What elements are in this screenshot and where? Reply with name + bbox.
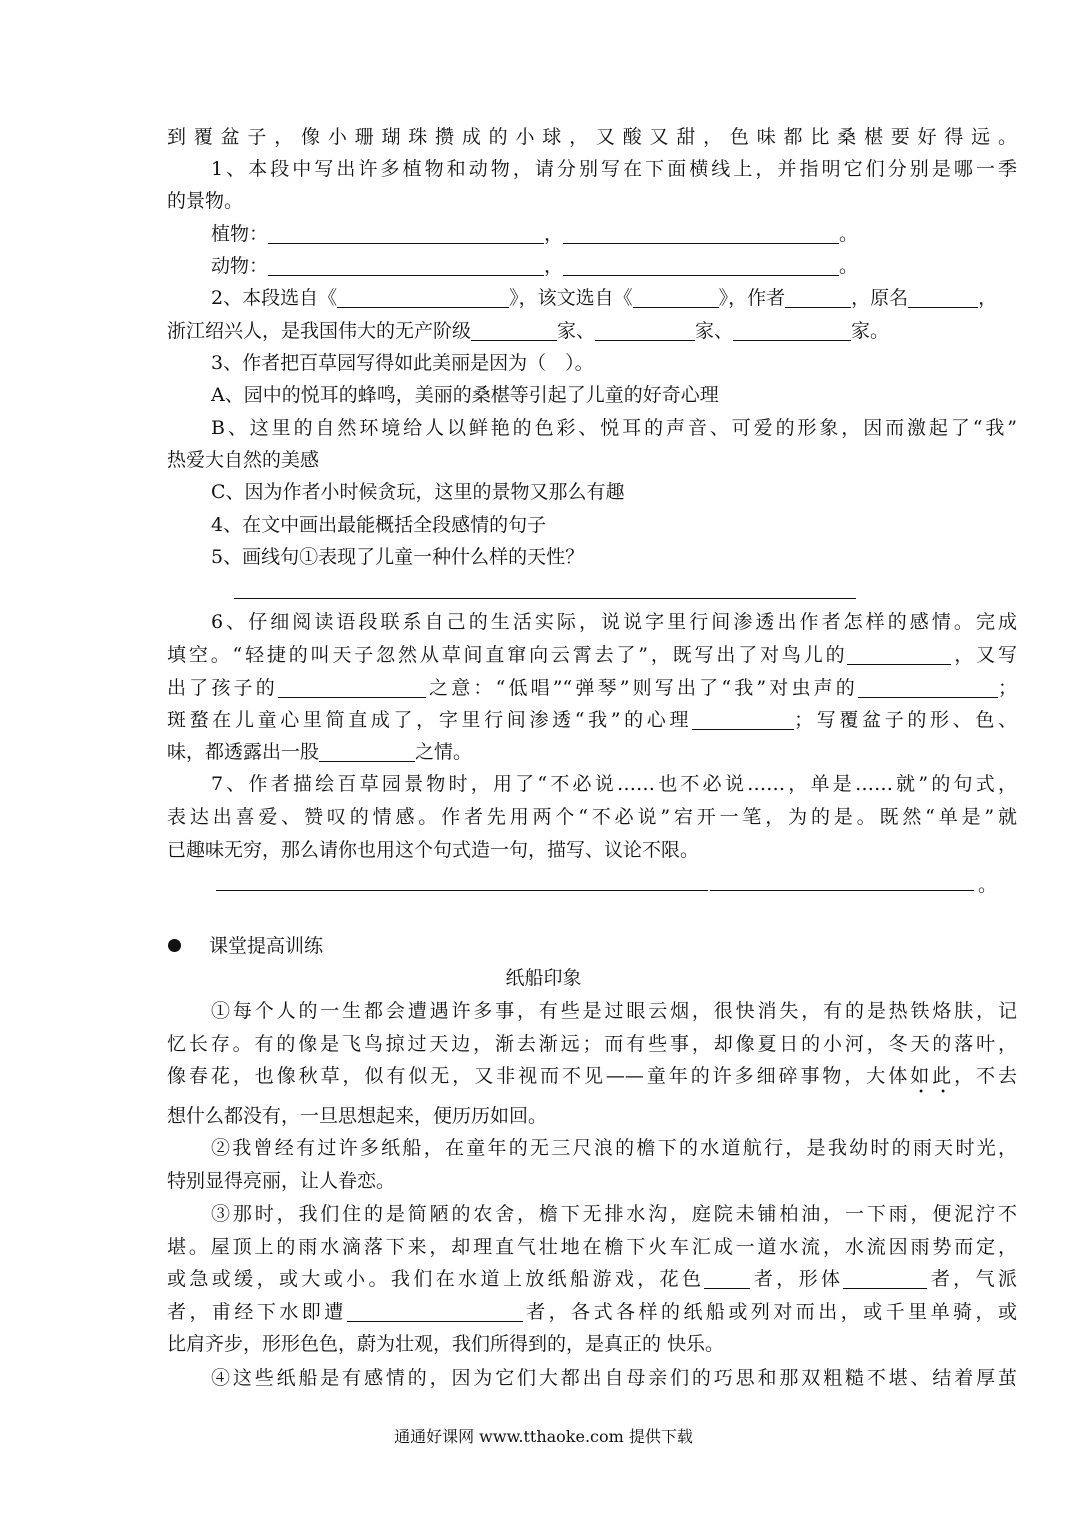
text-line — [167, 1267, 1017, 1291]
text-span: 之意：“低唱”“弹琴”则写出了“我”对虫声的 — [425, 677, 858, 699]
text-span: 或急或缓，或大或小。我们在水道上放纸船游戏，花色 — [167, 1268, 705, 1290]
text-span: 者，甫经下水即遭 — [167, 1301, 347, 1323]
answer-blank[interactable] — [268, 255, 544, 276]
option-c: C、因为作者小时候贪玩，这里的景物又那么有趣 — [211, 481, 625, 503]
text-span: 者，气派 — [927, 1268, 1017, 1290]
option-b: B、这里的自然环境给人以鲜艳的色彩、悦耳的声音、可爱的形象，因而激起了“我” — [211, 417, 1017, 439]
text-span: 家、 — [557, 320, 596, 342]
answer-blank[interactable] — [595, 320, 695, 341]
answer-blank[interactable] — [733, 320, 851, 341]
emphasized-text: 如此 — [910, 1065, 955, 1087]
section-heading: 课堂提高训练 — [209, 935, 324, 957]
question-3: 3、作者把百草园写得如此美丽是因为（ ）。 — [211, 352, 594, 374]
answer-blank[interactable] — [278, 677, 426, 698]
question-6: 6、仔细阅读语段联系自己的生活实际，说说字里行间渗透出作者怎样的感情。完成 — [211, 611, 1017, 633]
text-line: 忆长存。有的像是飞鸟掠过天边，渐去渐远；而有些事，却像夏日的小河，冬天的落叶， — [167, 1033, 1017, 1055]
text-line: 的景物。 — [167, 190, 244, 212]
period: 。 — [978, 874, 998, 896]
animal-answer-line: 动物： ， 。 — [211, 255, 859, 277]
bullet-icon — [168, 939, 181, 952]
text-span: ，原名 — [851, 287, 909, 309]
answer-blank[interactable] — [471, 320, 557, 341]
question-5: 5、画线句①表现了儿童一种什么样的天性？ — [211, 546, 585, 568]
text-span: 》，作者 — [718, 287, 786, 309]
option-a: A、园中的悦耳的蜂鸣，美丽的桑椹等引起了儿童的好奇心理 — [211, 384, 719, 406]
period: 。 — [839, 255, 859, 277]
question-4: 4、在文中画出最能概括全段感情的句子 — [211, 514, 547, 536]
animal-label: 动物： — [211, 255, 269, 277]
paragraph-1: ①每个人的一生都会遭遇许多事，有些是过眼云烟，很快消失，有的是热铁烙肤，记 — [211, 1000, 1017, 1022]
text-span: 》，该文选自《 — [509, 287, 633, 309]
text-line — [167, 1064, 1017, 1098]
answer-blank[interactable] — [563, 255, 839, 276]
paragraph-2: ②我曾经有过许多纸船，在童年的无三尺浪的檐下的水道航行，是我幼时的雨天时光， — [211, 1137, 1017, 1159]
text-line — [167, 319, 1017, 343]
text-line: 出了孩子的 之意：“低唱”“弹琴”则写出了“我”对虫声的 ； — [167, 677, 1017, 699]
text-span: 家。 — [851, 320, 890, 342]
plant-answer-line: 植物： ， 。 — [211, 223, 859, 245]
text-span: 像春花，也像秋草，似有似无，又非视而不见——童年的许多细碎事物，大体 — [167, 1065, 911, 1087]
text-span: ，不去 — [954, 1065, 1017, 1087]
text-line — [167, 1300, 1017, 1324]
text-span: 之情。 — [415, 741, 473, 763]
text-line: 表达出喜爱、赞叹的情感。作者先用两个“不必说”宕开一笔，为的是。既然“单是”就 — [167, 806, 1017, 828]
text-line — [167, 643, 1017, 667]
answer-blank[interactable] — [908, 287, 978, 308]
answer-blank[interactable] — [268, 223, 544, 244]
answer-blank[interactable] — [704, 1268, 750, 1289]
answer-line[interactable] — [216, 890, 708, 891]
answer-blank[interactable] — [858, 677, 998, 698]
text-span: 出了孩子的 — [167, 677, 278, 699]
question-7: 7、作者描绘百草园景物时，用了“不必说……也不必说……，单是……就”的句式， — [211, 773, 1017, 795]
text-span: 者，各式各样的纸船或列对而出，或千里单骑，或 — [522, 1301, 1017, 1323]
question-1: 1、本段中写出许多植物和动物，请分别写在下面横线上，并指明它们分别是哪一季 — [211, 158, 1017, 180]
period: 。 — [839, 223, 859, 245]
question-2: 2、本段选自《 》，该文选自《 》，作者 ，原名 ， — [211, 287, 998, 309]
answer-blank[interactable] — [563, 223, 839, 244]
text-span: 填空。“轻捷的叫天子忽然从草间直窜向云霄去了”，既写出了对鸟儿的 — [167, 644, 848, 666]
text-line: 已趣味无穷，那么请你也用这个句式造一句，描写、议论不限。 — [167, 839, 700, 861]
plant-label: 植物： — [211, 223, 269, 245]
answer-blank[interactable] — [785, 287, 851, 308]
text-span: ；写覆盆子的形、色、 — [794, 709, 1017, 731]
text-span: 2、本段选自《 — [211, 287, 338, 309]
passage-title: 纸船印象 — [505, 967, 582, 989]
text-span: 家、 — [695, 320, 734, 342]
answer-blank[interactable] — [347, 1301, 523, 1322]
text-line: 想什么都没有，一旦思想起来，便历历如回。 — [167, 1105, 548, 1127]
paragraph-3: ③那时，我们住的是简陋的农舍，檐下无排水沟，庭院未铺柏油，一下雨，便泥泞不 — [211, 1203, 1017, 1225]
text-span: 浙江绍兴人，是我国伟大的无产阶级 — [167, 320, 472, 342]
footer: 通通好课网 www.tthaoke.com 提供下载 — [394, 1427, 693, 1446]
answer-blank[interactable] — [337, 287, 509, 308]
text-span: 者，形体 — [750, 1268, 844, 1290]
text-line: 比肩齐步，形形色色，蔚为壮观，我们所得到的，是真正的 快乐。 — [167, 1333, 725, 1355]
text-line: 特别显得亮丽，让人眷恋。 — [167, 1170, 396, 1192]
text-line: 堪。屋顶上的雨水滴落下来，却理直气壮地在檐下火车汇成一道水流，水流因雨势而定， — [167, 1236, 1017, 1258]
answer-line[interactable] — [710, 890, 974, 891]
answer-blank[interactable] — [847, 644, 951, 665]
answer-blank[interactable] — [319, 741, 415, 762]
answer-blank[interactable] — [692, 709, 794, 730]
text-line: 热爱大自然的美感 — [167, 449, 320, 471]
answer-line[interactable] — [234, 598, 856, 599]
text-span: 斑蝥在儿童心里简直成了，字里行间渗透“我”的心理 — [167, 709, 693, 731]
text-line: 到覆盆子，像小珊瑚珠攒成的小球，又酸又甜，色味都比桑椹要好得远。 — [167, 126, 1017, 148]
text-span: ，又写 — [951, 644, 1017, 666]
text-span: 味，都透露出一股 — [167, 741, 320, 763]
answer-blank[interactable] — [633, 287, 719, 308]
paragraph-4: ④这些纸船是有感情的，因为它们大都出自母亲们的巧思和那双粗糙不堪、结着厚茧 — [211, 1367, 1017, 1389]
text-line — [167, 740, 1017, 764]
answer-blank[interactable] — [843, 1268, 927, 1289]
text-line — [167, 708, 1017, 732]
